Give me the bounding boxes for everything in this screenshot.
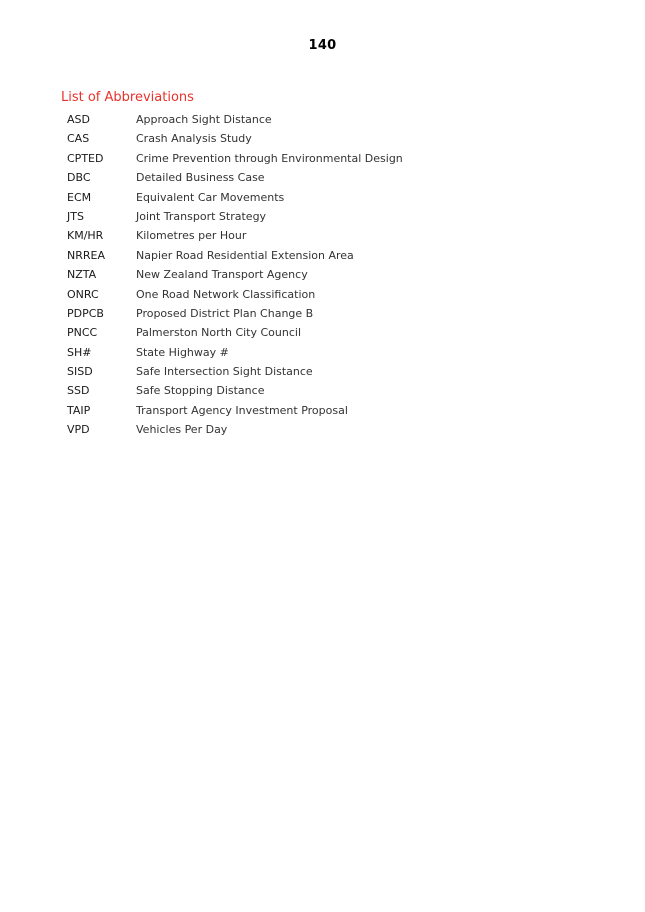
abbreviation-row — [67, 343, 587, 362]
abbreviation-description: Crime Prevention through Environmental Design — [136, 151, 403, 165]
abbreviation-row — [67, 362, 587, 381]
abbreviation-description: Crash Analysis Study — [136, 132, 252, 146]
abbreviation-row — [67, 149, 587, 168]
abbreviation-description: Detailed Business Case — [136, 171, 265, 185]
abbreviation-code: NRREA — [67, 248, 105, 262]
abbreviation-row — [67, 168, 587, 187]
abbreviation-row — [67, 246, 587, 265]
abbreviation-code: SISD — [67, 365, 93, 379]
section-title: List of Abbreviations — [61, 90, 194, 105]
abbreviation-row — [67, 265, 587, 284]
abbreviation-code: KM/HR — [67, 229, 104, 243]
abbreviation-code: SSD — [67, 384, 90, 398]
abbreviation-row — [67, 129, 587, 148]
abbreviation-description: Equivalent Car Movements — [136, 190, 285, 204]
abbreviation-description: Approach Sight Distance — [136, 113, 272, 126]
abbreviation-row — [67, 285, 587, 304]
abbreviation-row — [67, 188, 587, 207]
abbreviation-code: NZTA — [67, 268, 97, 282]
abbreviation-code: TAIP — [67, 403, 91, 417]
abbreviation-code: ONRC — [67, 287, 99, 301]
abbreviation-description: Safe Stopping Distance — [136, 384, 265, 398]
abbreviation-row — [67, 381, 587, 400]
abbreviation-row — [67, 323, 587, 342]
abbreviation-description: One Road Network Classification — [136, 287, 316, 301]
abbreviation-row — [67, 401, 587, 420]
abbreviation-row — [67, 226, 587, 245]
abbreviation-code: ASD — [67, 113, 90, 126]
abbreviation-code: CPTED — [67, 151, 104, 165]
abbreviation-code: DBC — [67, 171, 91, 185]
page-number: 140 — [308, 38, 337, 53]
abbreviation-description: New Zealand Transport Agency — [136, 268, 308, 282]
abbreviation-row — [67, 207, 587, 226]
abbreviation-row — [67, 304, 587, 323]
abbreviation-list — [67, 110, 587, 440]
abbreviation-description: Napier Road Residential Extension Area — [136, 248, 354, 262]
abbreviation-description: Kilometres per Hour — [136, 229, 247, 243]
abbreviation-description: Safe Intersection Sight Distance — [136, 365, 313, 379]
abbreviation-code: VPD — [67, 423, 90, 437]
abbreviation-description: Joint Transport Strategy — [136, 209, 267, 223]
abbreviation-code: CAS — [67, 132, 90, 146]
abbreviation-description: Vehicles Per Day — [136, 423, 228, 437]
abbreviation-description: State Highway # — [136, 345, 229, 359]
abbreviation-code: SH# — [67, 345, 92, 359]
abbreviation-code: PNCC — [67, 326, 98, 340]
abbreviation-row — [67, 420, 587, 439]
abbreviation-code: ECM — [67, 190, 92, 204]
abbreviation-description: Transport Agency Investment Proposal — [136, 403, 348, 417]
abbreviation-code: PDPCB — [67, 306, 104, 320]
abbreviation-description: Proposed District Plan Change B — [136, 306, 314, 320]
abbreviation-description: Palmerston North City Council — [136, 326, 302, 340]
abbreviation-row — [67, 110, 587, 129]
abbreviation-code: JTS — [67, 209, 84, 223]
